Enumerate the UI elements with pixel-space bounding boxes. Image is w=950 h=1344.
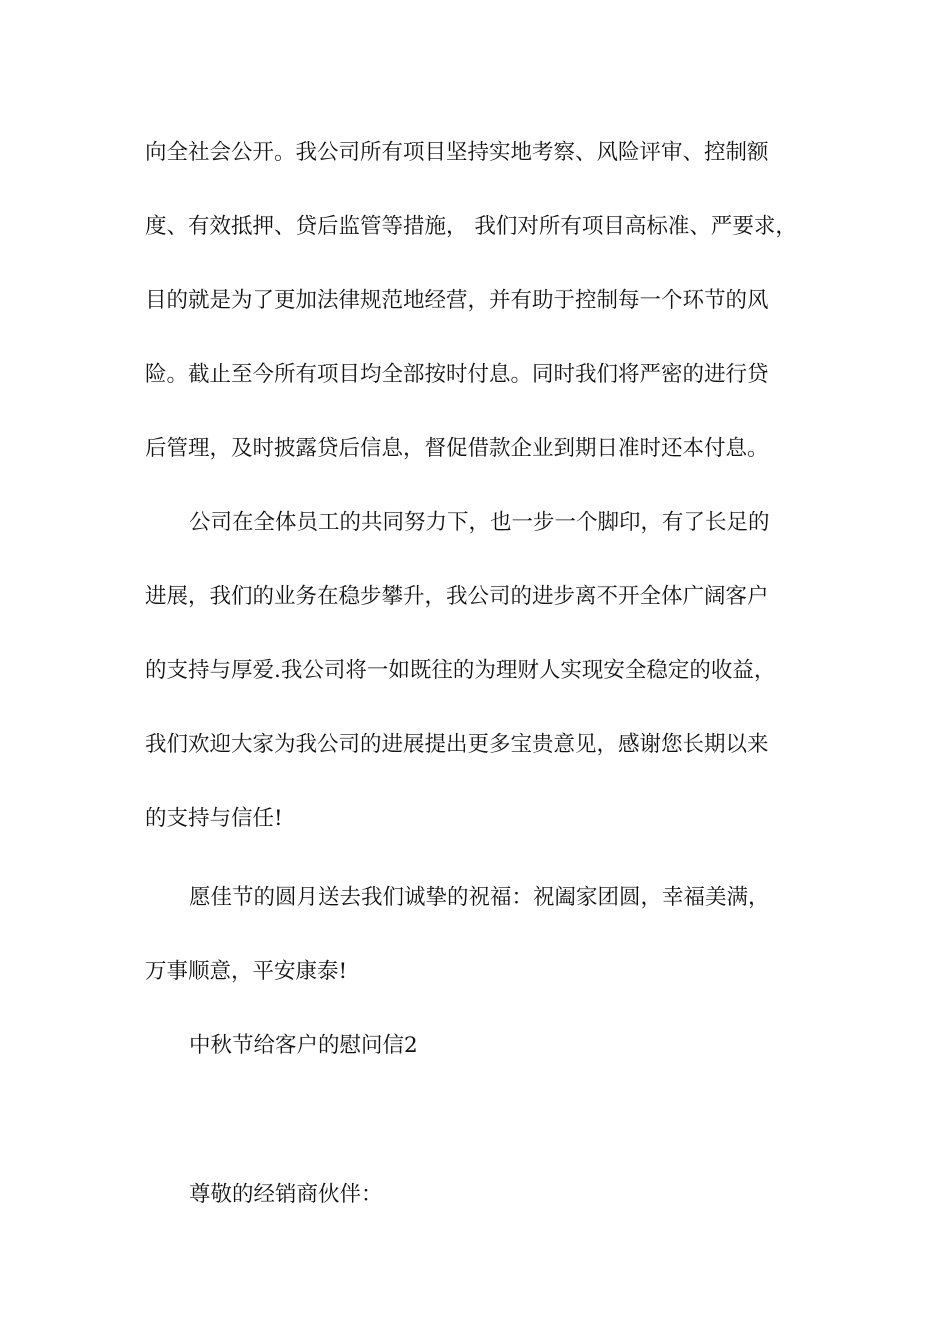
paragraph-line: 进展，我们的业务在稳步攀升，我公司的进步离不开全体广阔客户 <box>145 584 769 609</box>
paragraph-line: 的支持与厚爱.我公司将一如既往的为理财人实现安全稳定的收益， <box>145 658 776 683</box>
section-title: 中秋节给客户的慰问信2 <box>189 1033 418 1058</box>
paragraph-line: 我们欢迎大家为我公司的进展提出更多宝贵意见，感谢您长期以来 <box>145 732 769 757</box>
paragraph-line: 目的就是为了更加法律规范地经营，并有助于控制每一个环节的风 <box>145 288 769 313</box>
salutation: 尊敬的经销商伙伴： <box>189 1182 383 1207</box>
paragraph-line: 度、有效抵押、贷后监管等措施， 我们对所有项目高标准、严要求， <box>145 214 797 239</box>
paragraph-line: 后管理，及时披露贷后信息，督促借款企业到期日准时还本付息。 <box>145 436 769 461</box>
paragraph-line: 险。截止至今所有项目均全部按时付息。同时我们将严密的进行贷 <box>145 362 769 387</box>
paragraph-line: 向全社会公开。我公司所有项目坚持实地考察、风险评审、控制额 <box>145 140 769 165</box>
paragraph-line: 万事顺意，平安康泰! <box>145 959 348 984</box>
paragraph-line: 的支持与信任! <box>145 806 283 831</box>
paragraph-line: 愿佳节的圆月送去我们诚挚的祝福：祝阖家团圆，幸福美满， <box>189 885 770 910</box>
paragraph-line: 公司在全体员工的共同努力下，也一步一个脚印，有了长足的 <box>189 510 770 535</box>
